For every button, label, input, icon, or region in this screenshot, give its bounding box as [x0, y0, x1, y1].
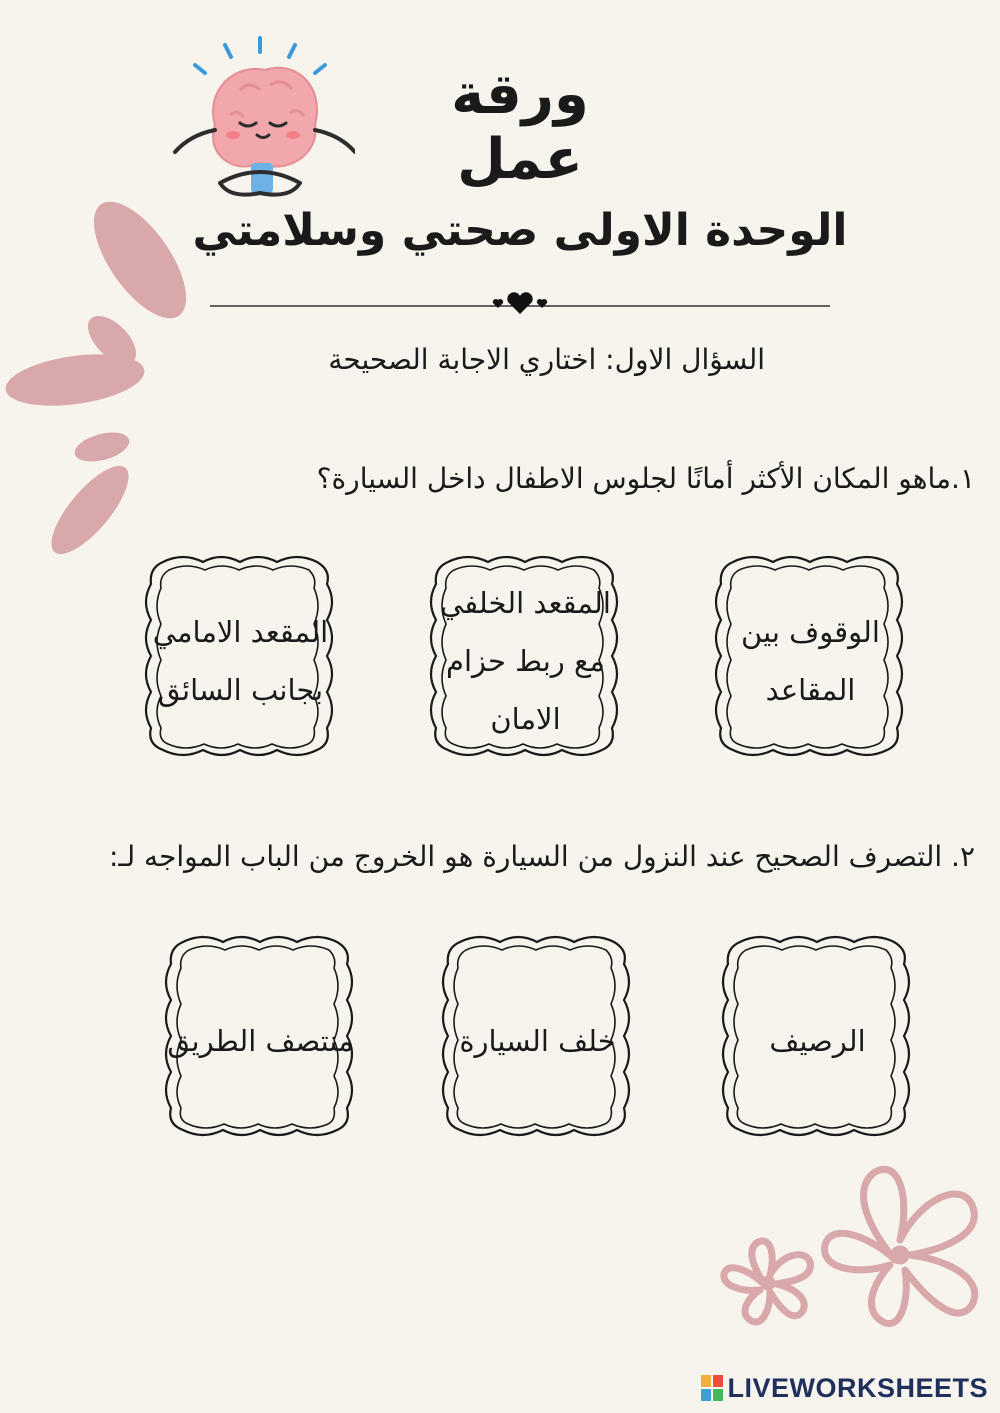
- q1-option-label: المقعد الخلفي مع ربط حزام الامان: [440, 585, 611, 736]
- q2-option-label: منتصف الطريق: [167, 1023, 354, 1058]
- question-2-text: ٢. التصرف الصحيح عند النزول من السيارة هو الخروج من الباب المواجه لـ:: [108, 840, 975, 873]
- heart-divider: [210, 292, 830, 318]
- q2-option-label: الرصيف: [769, 1023, 866, 1058]
- flower-icon: [710, 1160, 990, 1335]
- q2-option-label: خلف السيارة: [459, 1023, 616, 1058]
- q1-option-front-seat[interactable]: [133, 548, 348, 773]
- worksheet-title: ورقة عمل: [451, 62, 589, 192]
- unit-subtitle: الوحدة الاولى صحتي وسلامتي: [192, 205, 848, 256]
- brand-name: LIVEWORKSHEETS: [727, 1372, 988, 1403]
- question-1-text: ١.ماهو المكان الأكثر أمانًا لجلوس الاطفال داخل السيارة؟: [316, 462, 975, 495]
- liveworksheets-logo: [701, 1373, 988, 1403]
- heart-icon: [507, 292, 532, 314]
- q2-option-sidewalk[interactable]: [710, 928, 925, 1153]
- q2-option-middle-of-road[interactable]: [153, 928, 368, 1153]
- q1-option-back-seat-belt[interactable]: [418, 548, 633, 773]
- burst-decoration: [0, 195, 210, 565]
- q2-option-behind-car[interactable]: [430, 928, 645, 1153]
- meditating-brain-icon: [165, 35, 355, 210]
- logo-grid-icon: [701, 1375, 723, 1401]
- q1-option-standing-between-seats[interactable]: [703, 548, 918, 773]
- instruction-heading: السؤال الاول: اختاري الاجابة الصحيحة: [328, 343, 765, 376]
- q1-option-label: المقعد الامامي بجانب السائق: [152, 614, 329, 707]
- q1-option-label: الوقوف بين المقاعد: [741, 614, 880, 707]
